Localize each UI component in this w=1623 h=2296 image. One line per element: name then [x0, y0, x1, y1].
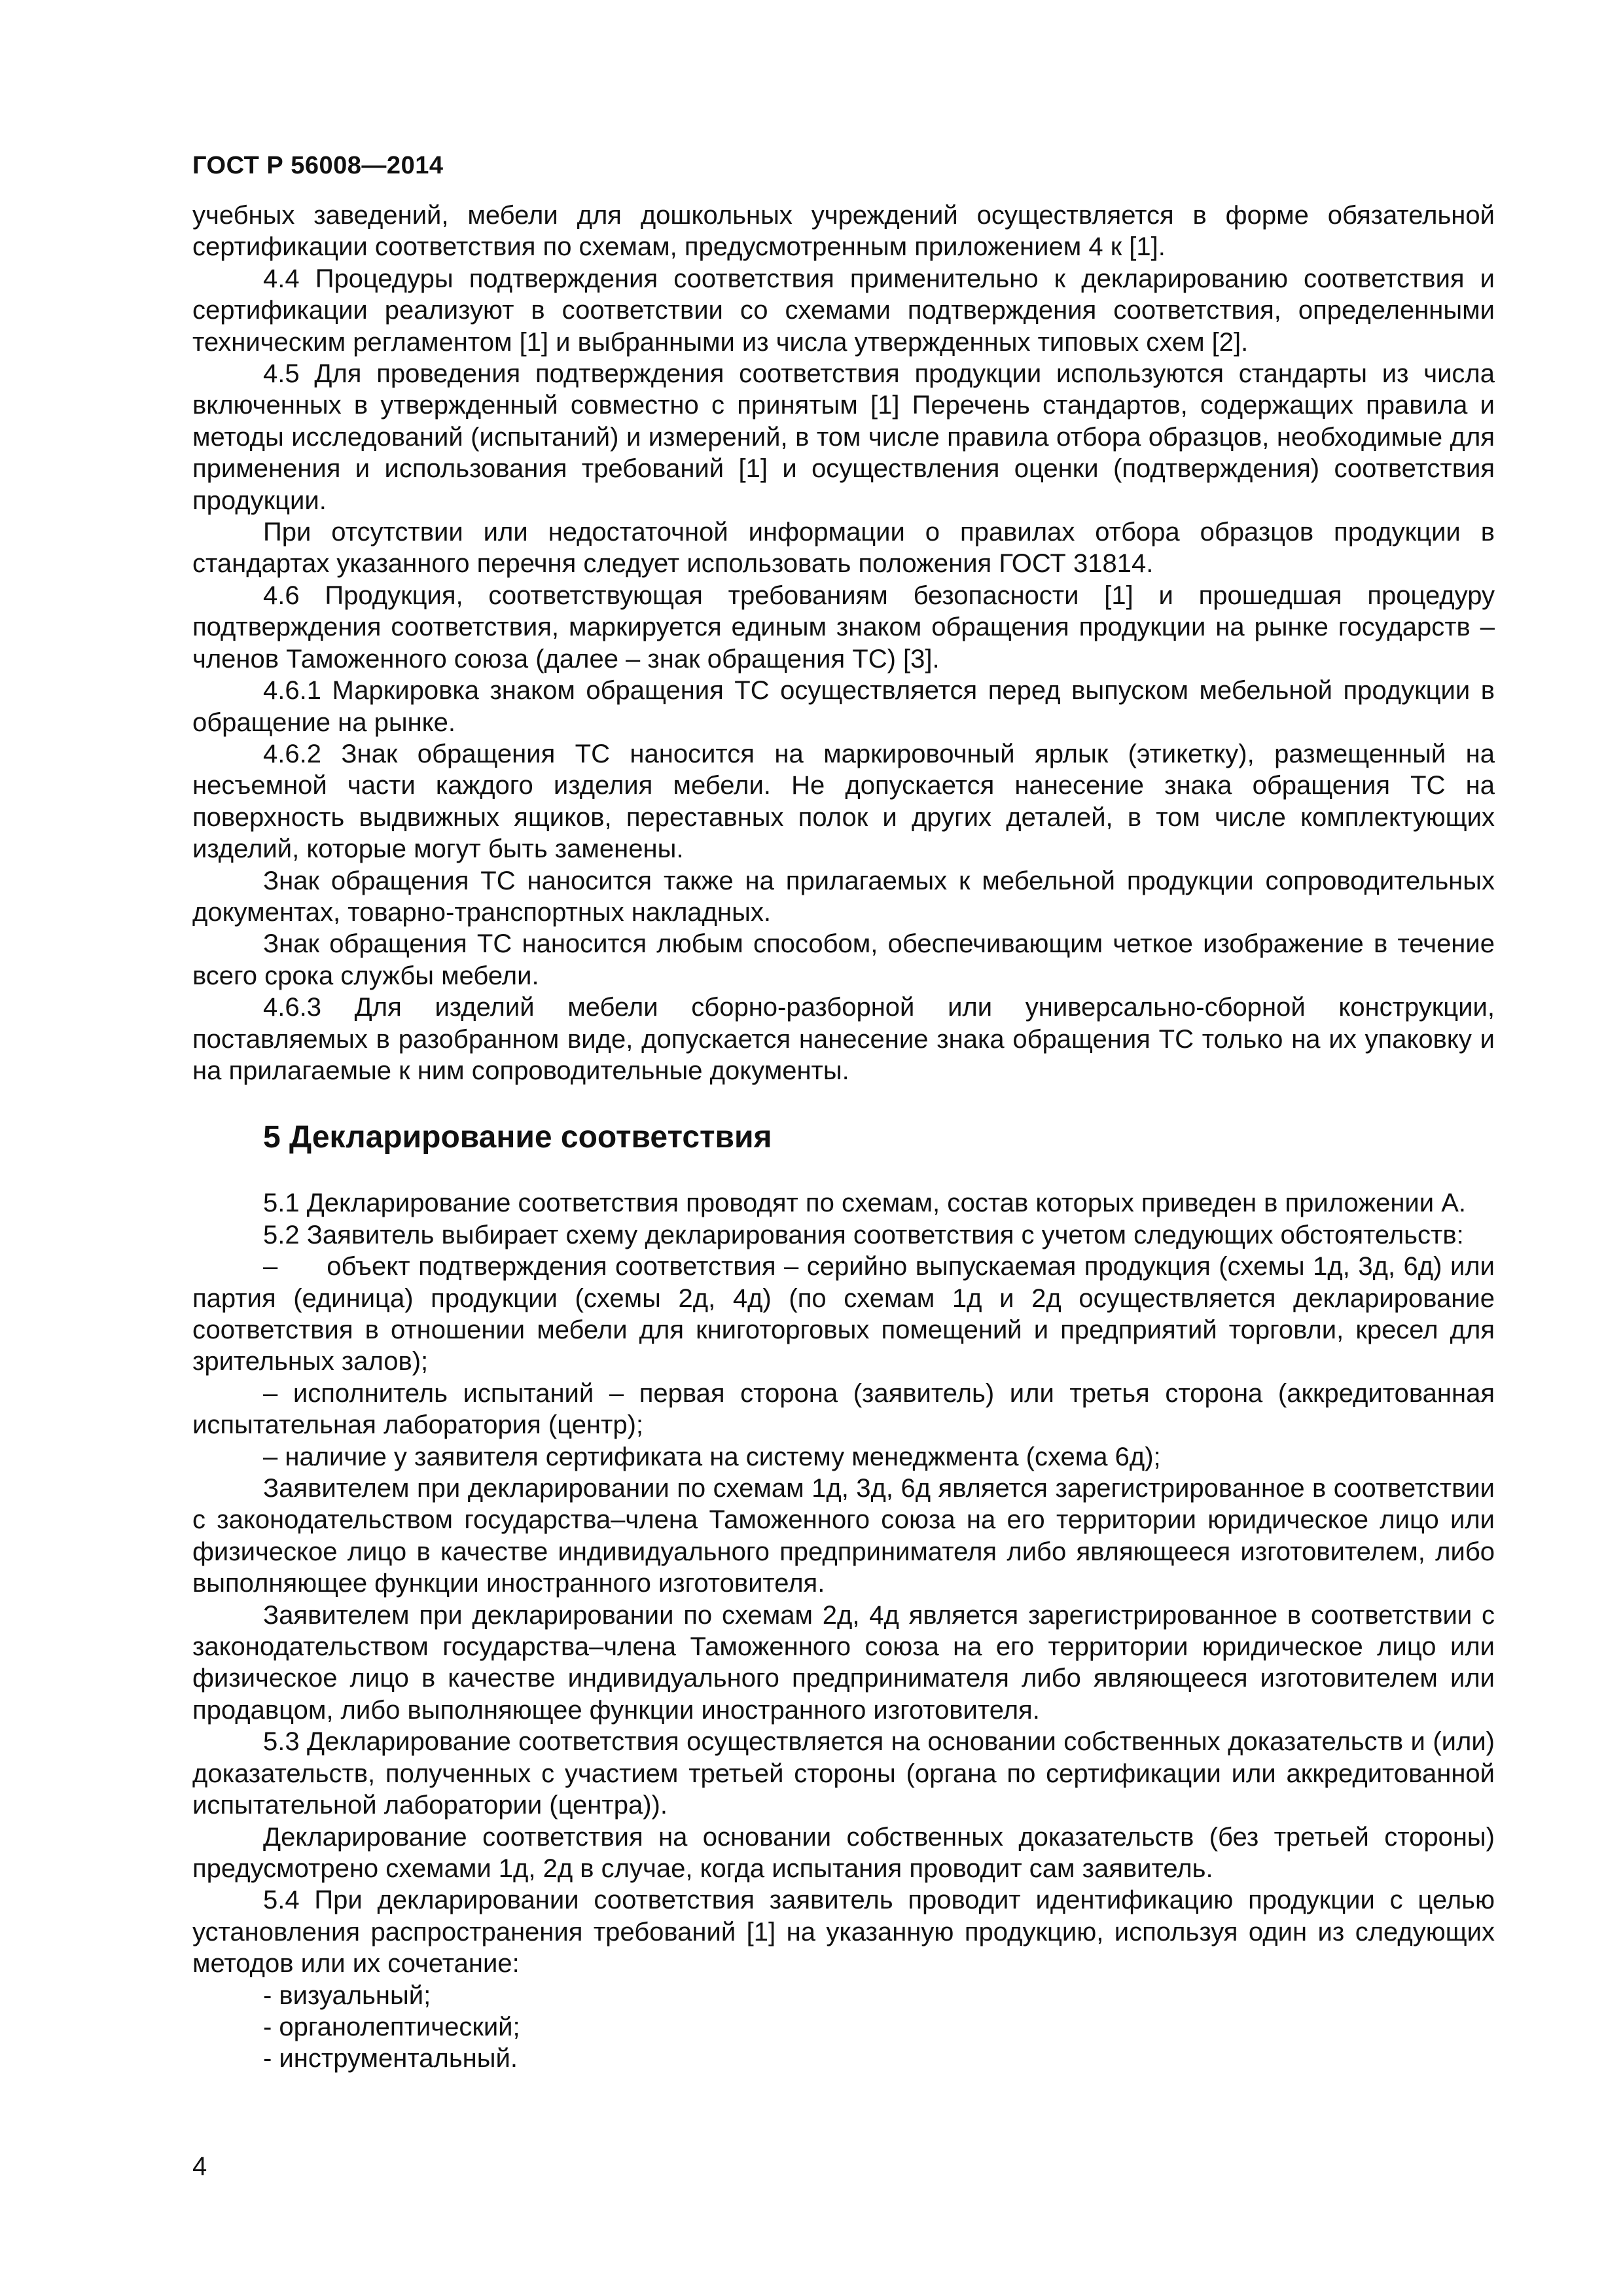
paragraph-own-evidence: Декларирование соответствия на основании собственных доказательств (без третьей стороны) предусмотрено схемами 1д, 2д в случае, когда испытания проводит сам заявитель.: [192, 1822, 1495, 1883]
paragraph-5-4: 5.4 При декларировании соответствия заявитель проводит идентификацию продукции с целью установления распространения требований [1] на указанную продукцию, используя один из следующих методов или их сочетание:: [192, 1886, 1495, 1979]
paragraph-4-6: 4.6 Продукция, соответствующая требованиям безопасности [1] и прошедшая процедуру подтверждения соответствия, маркируется единым знаком обращения продукции на рынке государств – членов Таможенного союза (далее – знак обращения ТС) [3].: [192, 581, 1495, 673]
paragraph-5-3: 5.3 Декларирование соответствия осуществляется на основании собственных доказательств и (или) доказательств, полученных с участием третьей стороны (органа по сертификации или аккредитованной испытательной лаборатории (центра)).: [192, 1727, 1495, 1820]
paragraph-5-2: 5.2 Заявитель выбирает схему декларирования соответствия с учетом следующих обстоятельств:: [263, 1220, 1464, 1249]
paragraph-4-4: 4.4 Процедуры подтверждения соответствия применительно к декларированию соответствия и сертификации реализуют в соответствии со схемами подтверждения соответствия, определенными техническим регламентом [1] и выбранными из числа утвержденных типовых схем [2].: [192, 264, 1495, 357]
list-item-executor: – исполнитель испытаний – первая сторона (заявитель) или третья сторона (аккредитованная испытательная лаборатория (центр);: [192, 1378, 1495, 1440]
list-item-instrumental: - инструментальный.: [263, 2044, 518, 2073]
paragraph-continuation: учебных заведений, мебели для дошкольных учреждений осуществляется в форме обязательной сертификации соответствия по схемам, предусмотренным приложением 4 к [1].: [192, 201, 1495, 262]
paragraph-mark-documents: Знак обращения ТС наносится также на прилагаемых к мебельной продукции сопроводительных документах, товарно-транспортных накладных.: [192, 866, 1495, 927]
page-number: 4: [192, 2152, 207, 2181]
list-item-organoleptic: - органолептический;: [263, 2012, 520, 2041]
paragraph-5-1: 5.1 Декларирование соответствия проводят по схемам, состав которых приведен в приложении А.: [263, 1189, 1467, 1218]
list-item-visual: - визуальный;: [263, 1981, 431, 2010]
list-item-certificate: – наличие у заявителя сертификата на систему менеджмента (схема 6д);: [263, 1442, 1161, 1471]
section-heading-5: 5 Декларирование соответствия: [263, 1120, 772, 1155]
paragraph-mark-method: Знак обращения ТС наносится любым способом, обеспечивающим четкое изображение в течение всего срока службы мебели.: [192, 929, 1495, 990]
paragraph-4-6-2: 4.6.2 Знак обращения ТС наносится на маркировочный ярлык (этикетку), размещенный на несъемной части каждого изделия мебели. Не допускается нанесение знака обращения ТС на поверхность выдвижных ящиков, переставных полок и других деталей, в том числе комплектующих изделий, которые могут быть заменены.: [192, 739, 1495, 864]
paragraph-4-6-3: 4.6.3 Для изделий мебели сборно-разборной или универсально-сборной конструкции, поставляемых в разобранном виде, допускается нанесение знака обращения ТС только на их упаковку и на прилагаемые к ним сопроводительные документы.: [192, 993, 1495, 1085]
paragraph-4-5: 4.5 Для проведения подтверждения соответствия продукции используются стандарты из числа включенных в утвержденный совместно с принятым [1] Перечень стандартов, содержащих правила и методы исследований (испытаний) и измерений, в том числе правила отбора образцов, необходимые для применения и использования требований [1] и осуществления оценки (подтверждения) соответствия продукции.: [192, 359, 1495, 515]
list-item-object: – объект подтверждения соответствия – серийно выпускаемая продукция (схемы 1д, 3д, 6д) или партия (единица) продукции (схемы 2д, 4д) (по схемам 1д и 2д осуществляется декларирование соответствия в отношении мебели для книготорговых помещений и предприятий торговли, кресел для зрительных залов);: [192, 1252, 1503, 1376]
paragraph-4-6-1: 4.6.1 Маркировка знаком обращения ТС осуществляется перед выпуском мебельной продукции в обращение на рынке.: [192, 676, 1495, 737]
document-body: [192, 200, 1503, 2075]
document-code-header: ГОСТ Р 56008—2014: [192, 152, 444, 179]
paragraph-applicant-1: Заявителем при декларировании по схемам 1д, 3д, 6д является зарегистрированное в соответствии с законодательством государства–члена Таможенного союза на его территории юридическое лицо или физическое лицо в качестве индивидуального предпринимателя либо являющееся изготовителем, либо выполняющее функции иностранного изготовителя.: [192, 1474, 1495, 1598]
paragraph-applicant-2: Заявителем при декларировании по схемам 2д, 4д является зарегистрированное в соответствии с законодательством государства–члена Таможенного союза на его территории юридическое лицо или физическое лицо в качестве индивидуального предпринимателя либо являющееся изготовителем или продавцом, либо выполняющее функции иностранного изготовителя.: [192, 1600, 1495, 1725]
paragraph-sampling-note: При отсутствии или недостаточной информации о правилах отбора образцов продукции в стандартах указанного перечня следует использовать положения ГОСТ 31814.: [192, 518, 1495, 579]
